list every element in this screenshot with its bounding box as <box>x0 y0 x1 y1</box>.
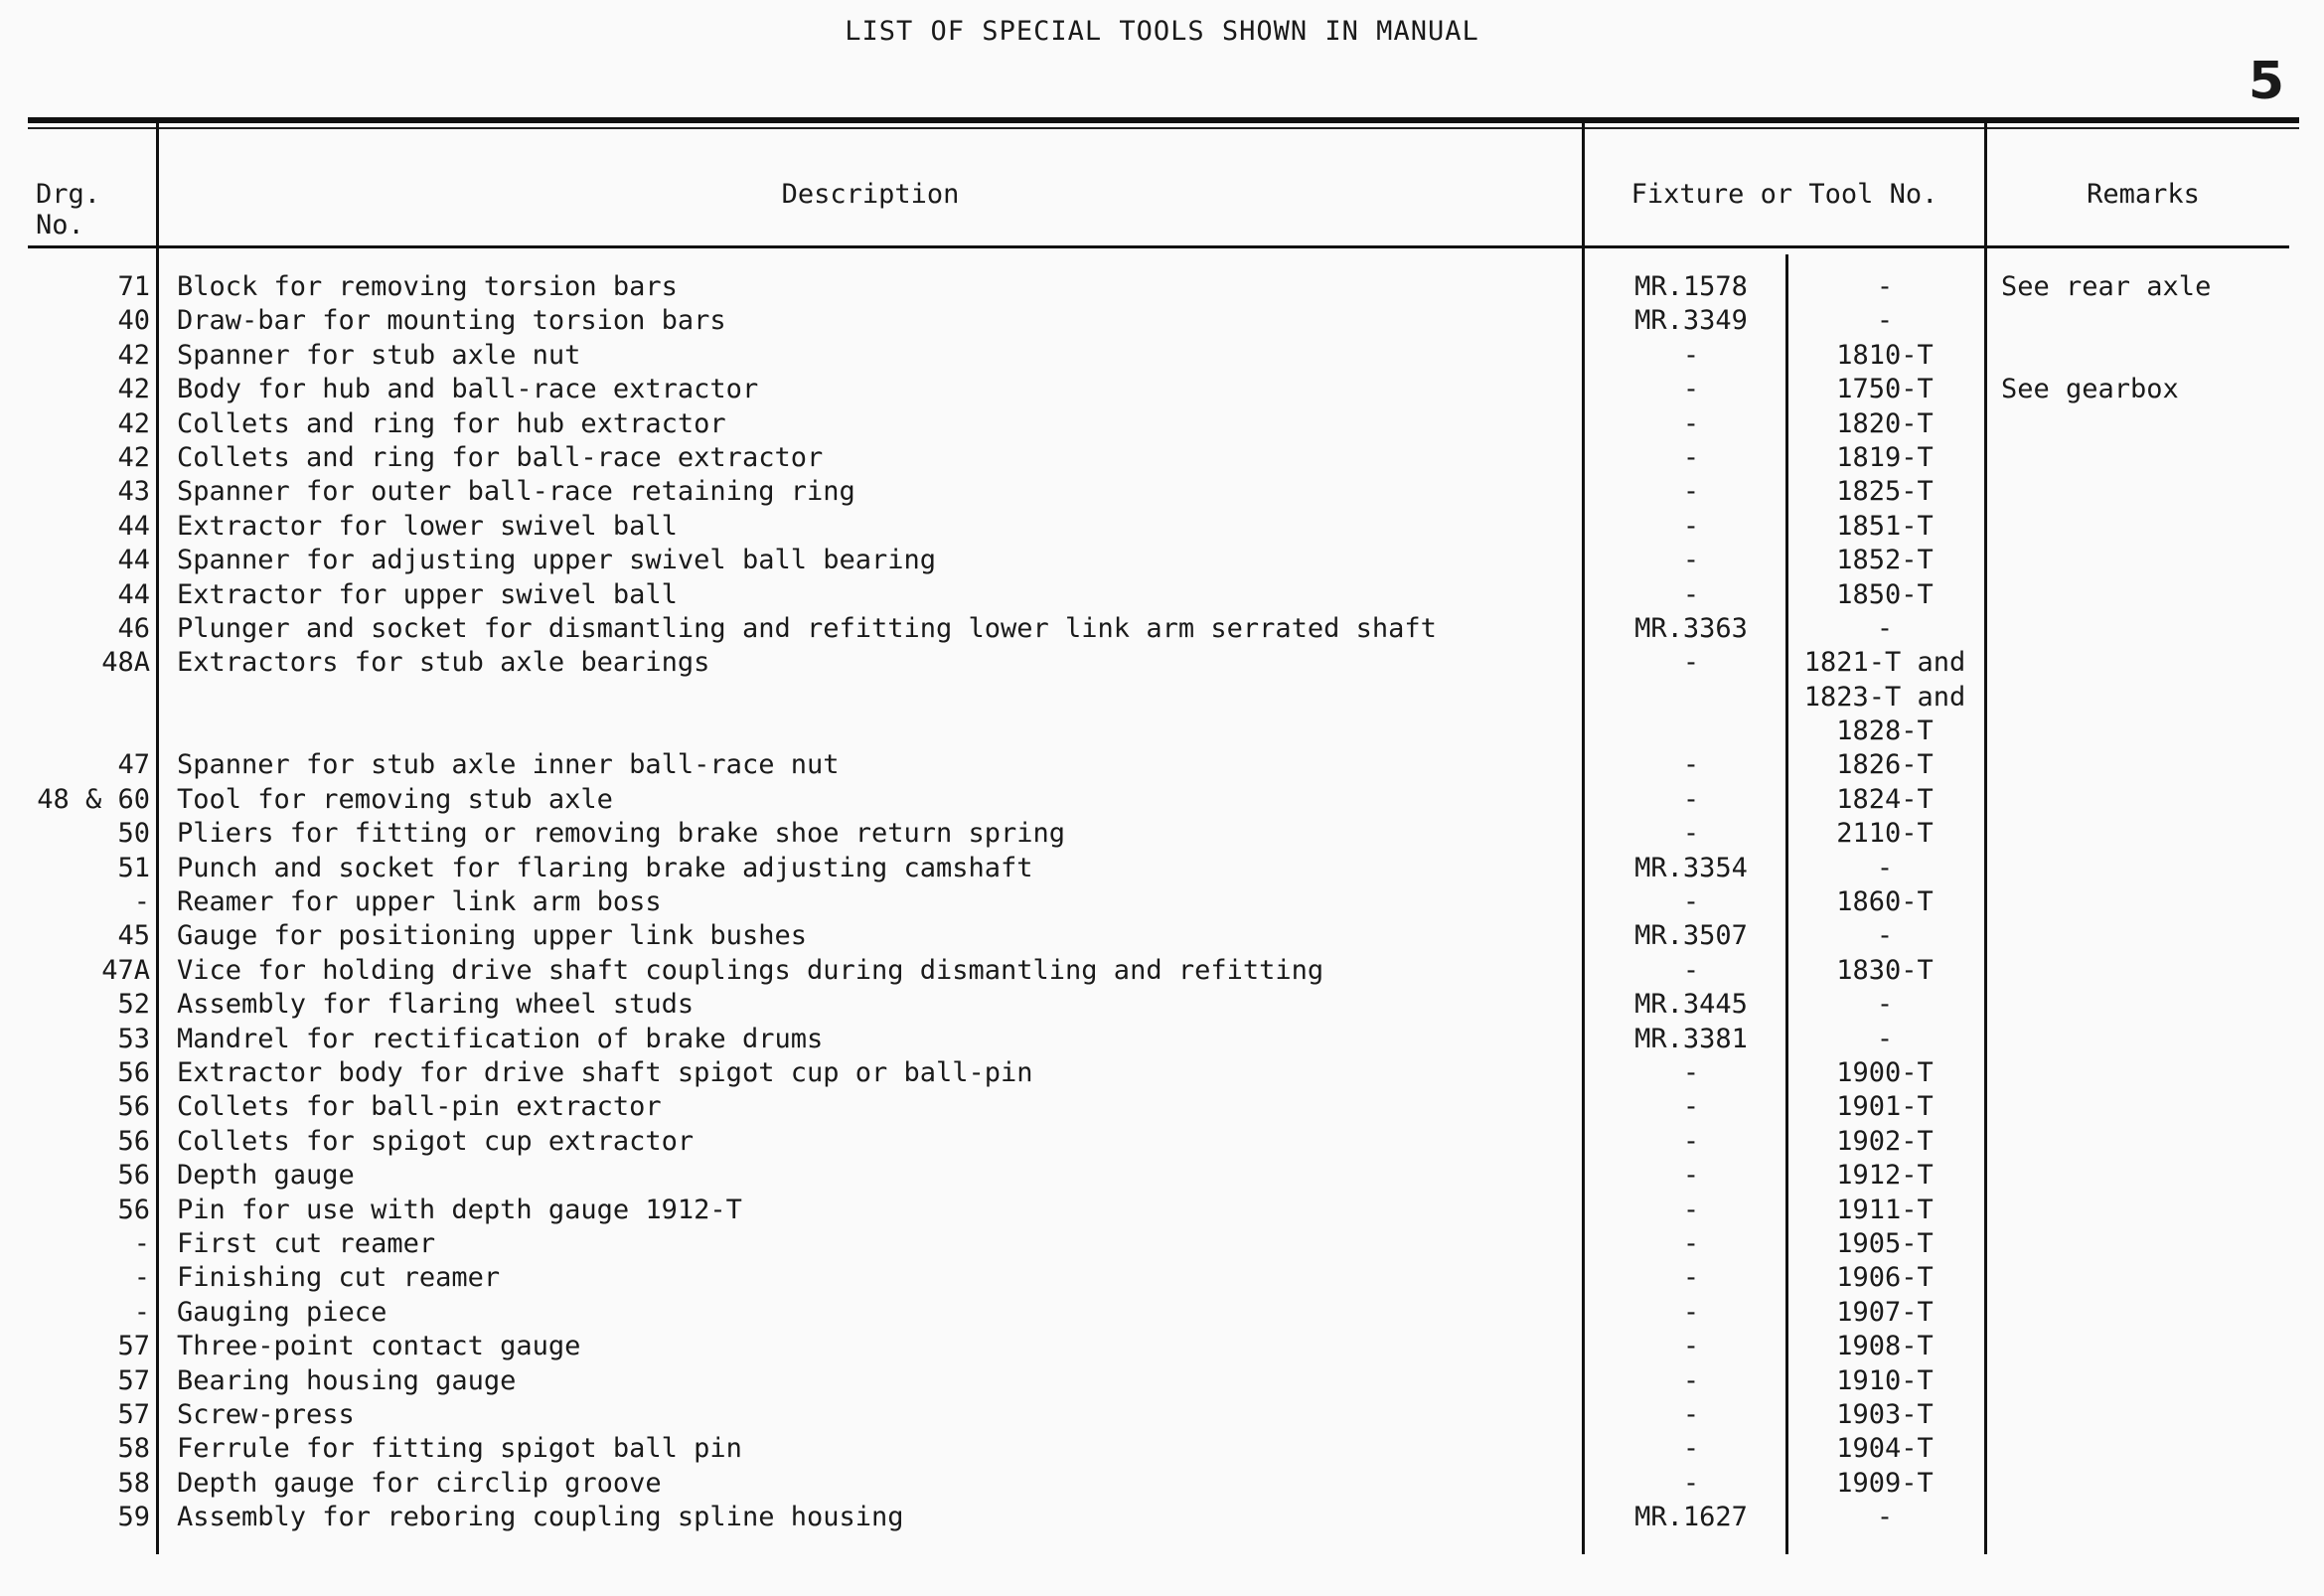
cell-tool-no: 1824-T <box>1836 783 1934 815</box>
cell-tool-no: 1909-T <box>1836 1467 1934 1499</box>
cell-drg-no: 42 <box>117 407 150 439</box>
header-description: Description <box>781 179 960 210</box>
cell-description: Extractor for upper swivel ball <box>177 578 678 610</box>
table-row <box>0 304 2324 338</box>
header-rule <box>28 245 2289 248</box>
cell-fixture-no: - <box>1682 545 1700 576</box>
cell-description: Bearing housing gauge <box>177 1364 517 1396</box>
cell-description: Finishing cut reamer <box>177 1262 501 1294</box>
table-row <box>0 1056 2324 1090</box>
cell-description: Punch and socket for flaring brake adjusting camshaft <box>177 852 1033 883</box>
cell-fixture-no: - <box>1682 954 1700 986</box>
table-row <box>0 988 2324 1022</box>
cell-description: Body for hub and ball-race extractor <box>177 374 759 405</box>
cell-fixture-no: - <box>1682 1296 1700 1328</box>
cell-description: Three-point contact gauge <box>177 1331 581 1362</box>
cell-remarks: See gearbox <box>2001 374 2179 405</box>
cell-drg-no: 50 <box>117 818 150 850</box>
cell-fixture-no: - <box>1682 886 1700 918</box>
cell-drg-no: 56 <box>117 1160 150 1192</box>
cell-tool-no: 1821-T and <box>1803 647 1966 679</box>
cell-drg-no: 71 <box>117 271 150 302</box>
cell-description: Extractor body for drive shaft spigot cup or ball-pin <box>177 1056 1033 1088</box>
cell-tool-no: 1900-T <box>1836 1056 1934 1088</box>
cell-description: Assembly for flaring wheel studs <box>177 989 695 1021</box>
cell-description: Collets and ring for ball-race extractor <box>177 441 824 473</box>
cell-fixture-no: - <box>1682 510 1700 542</box>
cell-description: Pliers for fitting or removing brake shoe return spring <box>177 818 1066 850</box>
cell-drg-no: 57 <box>117 1398 150 1430</box>
table-row <box>0 1159 2324 1193</box>
cell-drg-no: 45 <box>117 920 150 952</box>
cell-fixture-no: - <box>1682 783 1700 815</box>
cell-description: Spanner for stub axle inner ball-race nut <box>177 749 840 781</box>
cell-tool-no: 1911-T <box>1836 1194 1934 1225</box>
cell-drg-no: - <box>133 1262 150 1294</box>
cell-description: Collets for ball-pin extractor <box>177 1091 662 1123</box>
cell-fixture-no: MR.3507 <box>1634 920 1748 952</box>
cell-description: Depth gauge <box>177 1160 355 1192</box>
cell-tool-no: 1902-T <box>1836 1125 1934 1157</box>
cell-description: Collets and ring for hub extractor <box>177 407 726 439</box>
cell-description: Pin for use with depth gauge 1912-T <box>177 1194 742 1225</box>
cell-description: Tool for removing stub axle <box>177 783 613 815</box>
cell-fixture-no: MR.3363 <box>1634 612 1748 644</box>
table-row <box>0 1125 2324 1159</box>
cell-fixture-no: - <box>1682 1194 1700 1225</box>
cell-fixture-no: - <box>1682 749 1700 781</box>
cell-tool-no: - <box>1876 612 1894 644</box>
cell-fixture-no: MR.3381 <box>1634 1023 1748 1054</box>
table-row <box>0 441 2324 475</box>
cell-drg-no: 56 <box>117 1091 150 1123</box>
table-row <box>0 748 2324 782</box>
cell-drg-no: 59 <box>117 1502 150 1533</box>
table-row <box>0 407 2324 441</box>
cell-drg-no: 52 <box>117 989 150 1021</box>
cell-drg-no: 58 <box>117 1433 150 1465</box>
table-row <box>0 919 2324 953</box>
cell-description: Spanner for stub axle nut <box>177 339 581 371</box>
cell-tool-no: 1825-T <box>1836 476 1934 508</box>
cell-drg-no: 40 <box>117 305 150 337</box>
cell-tool-no: - <box>1876 271 1894 302</box>
table-row <box>0 1501 2324 1534</box>
cell-tool-no: 1908-T <box>1836 1331 1934 1362</box>
cell-description: Vice for holding drive shaft couplings during dismantling and refitting <box>177 954 1324 986</box>
cell-drg-no: 44 <box>117 578 150 610</box>
cell-fixture-no: - <box>1682 476 1700 508</box>
cell-fixture-no: - <box>1682 1091 1700 1123</box>
cell-drg-no: 56 <box>117 1194 150 1225</box>
table-row <box>0 1261 2324 1295</box>
cell-fixture-no: - <box>1682 1398 1700 1430</box>
cell-fixture-no: - <box>1682 1227 1700 1259</box>
cell-tool-no: 1810-T <box>1836 339 1934 371</box>
cell-fixture-no: - <box>1682 374 1700 405</box>
header-fixture-tool-no: Fixture or Tool No. <box>1630 179 1938 210</box>
cell-drg-no: 42 <box>117 339 150 371</box>
cell-description: Plunger and socket for dismantling and refitting lower link arm serrated shaft <box>177 612 1437 644</box>
cell-description: Mandrel for rectification of brake drums <box>177 1023 824 1054</box>
cell-tool-no: 1851-T <box>1836 510 1934 542</box>
table-row <box>0 1296 2324 1330</box>
cell-drg-no: 51 <box>117 852 150 883</box>
cell-description: Depth gauge for circlip groove <box>177 1467 662 1499</box>
cell-tool-no: - <box>1876 920 1894 952</box>
cell-drg-no: 56 <box>117 1125 150 1157</box>
cell-fixture-no: - <box>1682 1331 1700 1362</box>
table-row <box>0 510 2324 544</box>
cell-tool-no: - <box>1876 1023 1894 1054</box>
cell-tool-no: 1860-T <box>1836 886 1934 918</box>
cell-drg-no: - <box>133 1296 150 1328</box>
top-rule <box>28 117 2299 123</box>
cell-drg-no: 44 <box>117 545 150 576</box>
cell-tool-no: 1852-T <box>1836 545 1934 576</box>
cell-tool-no: 1910-T <box>1836 1364 1934 1396</box>
cell-tool-no: 1904-T <box>1836 1433 1934 1465</box>
table-row <box>0 1330 2324 1363</box>
cell-tool-no: 1828-T <box>1836 716 1934 747</box>
table-row <box>0 475 2324 509</box>
cell-description: Screw-press <box>177 1398 355 1430</box>
cell-tool-no: 2110-T <box>1836 818 1934 850</box>
cell-remarks: See rear axle <box>2001 271 2212 302</box>
cell-fixture-no: - <box>1682 1467 1700 1499</box>
cell-fixture-no: MR.1627 <box>1634 1502 1748 1533</box>
top-rule-secondary <box>28 127 2299 129</box>
cell-fixture-no: - <box>1682 1125 1700 1157</box>
table-row <box>0 544 2324 577</box>
cell-tool-no: 1820-T <box>1836 407 1934 439</box>
cell-fixture-no: - <box>1682 1364 1700 1396</box>
cell-tool-no: - <box>1876 305 1894 337</box>
cell-drg-no: 58 <box>117 1467 150 1499</box>
table-row <box>0 1023 2324 1056</box>
cell-fixture-no: - <box>1682 441 1700 473</box>
cell-drg-no: 53 <box>117 1023 150 1054</box>
table-row <box>0 852 2324 885</box>
cell-fixture-no: - <box>1682 1160 1700 1192</box>
table-row <box>0 681 2324 715</box>
cell-tool-no: - <box>1876 852 1894 883</box>
table-row <box>0 339 2324 373</box>
cell-tool-no: 1850-T <box>1836 578 1934 610</box>
cell-tool-no: 1750-T <box>1836 374 1934 405</box>
cell-fixture-no: - <box>1682 1056 1700 1088</box>
table-row <box>0 715 2324 748</box>
cell-tool-no: - <box>1876 989 1894 1021</box>
cell-drg-no: 43 <box>117 476 150 508</box>
cell-fixture-no: MR.3354 <box>1634 852 1748 883</box>
header-drg-no: Drg. No. <box>36 179 101 240</box>
cell-description: Extractors for stub axle bearings <box>177 647 710 679</box>
cell-description: Gauge for positioning upper link bushes <box>177 920 807 952</box>
cell-description: Gauging piece <box>177 1296 387 1328</box>
table-row <box>0 1227 2324 1261</box>
cell-drg-no: 56 <box>117 1056 150 1088</box>
cell-description: Spanner for outer ball-race retaining ring <box>177 476 855 508</box>
cell-fixture-no: - <box>1682 647 1700 679</box>
cell-fixture-no: - <box>1682 339 1700 371</box>
cell-fixture-no: MR.1578 <box>1634 271 1748 302</box>
cell-fixture-no: - <box>1682 1433 1700 1465</box>
cell-description: Extractor for lower swivel ball <box>177 510 678 542</box>
table-row <box>0 1090 2324 1124</box>
table-row <box>0 1432 2324 1466</box>
table-row <box>0 783 2324 817</box>
cell-drg-no: 48 & 60 <box>37 783 150 815</box>
table-row <box>0 1467 2324 1501</box>
table-row <box>0 270 2324 304</box>
cell-tool-no: 1903-T <box>1836 1398 1934 1430</box>
cell-drg-no: 48A <box>101 647 150 679</box>
tools-table <box>0 270 2324 1534</box>
cell-description: Block for removing torsion bars <box>177 271 678 302</box>
table-row <box>0 885 2324 919</box>
cell-drg-no: - <box>133 886 150 918</box>
page-title: LIST OF SPECIAL TOOLS SHOWN IN MANUAL <box>845 16 1479 47</box>
table-row <box>0 578 2324 612</box>
cell-tool-no: 1823-T and <box>1803 681 1966 713</box>
table-row <box>0 1194 2324 1227</box>
cell-tool-no: 1826-T <box>1836 749 1934 781</box>
table-row <box>0 954 2324 988</box>
cell-drg-no: 44 <box>117 510 150 542</box>
cell-description: Collets for spigot cup extractor <box>177 1125 695 1157</box>
cell-description: Draw-bar for mounting torsion bars <box>177 305 726 337</box>
table-row <box>0 612 2324 646</box>
cell-drg-no: 42 <box>117 441 150 473</box>
table-row <box>0 373 2324 406</box>
cell-tool-no: 1906-T <box>1836 1262 1934 1294</box>
cell-fixture-no: - <box>1682 818 1700 850</box>
cell-description: Reamer for upper link arm boss <box>177 886 662 918</box>
cell-tool-no: 1901-T <box>1836 1091 1934 1123</box>
cell-drg-no: 47A <box>101 954 150 986</box>
cell-description: Assembly for reboring coupling spline housing <box>177 1502 904 1533</box>
cell-fixture-no: MR.3445 <box>1634 989 1748 1021</box>
header-remarks: Remarks <box>2087 179 2200 210</box>
table-row <box>0 1398 2324 1432</box>
table-row <box>0 646 2324 680</box>
page-number: 5 <box>2247 52 2284 111</box>
cell-fixture-no: - <box>1682 1262 1700 1294</box>
cell-fixture-no: - <box>1682 578 1700 610</box>
cell-drg-no: 46 <box>117 612 150 644</box>
cell-description: First cut reamer <box>177 1227 436 1259</box>
cell-tool-no: 1830-T <box>1836 954 1934 986</box>
cell-drg-no: 57 <box>117 1364 150 1396</box>
cell-drg-no: - <box>133 1227 150 1259</box>
cell-description: Ferrule for fitting spigot ball pin <box>177 1433 742 1465</box>
cell-fixture-no: MR.3349 <box>1634 305 1748 337</box>
cell-drg-no: 57 <box>117 1331 150 1362</box>
cell-tool-no: 1819-T <box>1836 441 1934 473</box>
cell-tool-no: - <box>1876 1502 1894 1533</box>
cell-tool-no: 1912-T <box>1836 1160 1934 1192</box>
cell-description: Spanner for adjusting upper swivel ball bearing <box>177 545 937 576</box>
cell-drg-no: 42 <box>117 374 150 405</box>
cell-drg-no: 47 <box>117 749 150 781</box>
cell-fixture-no: - <box>1682 407 1700 439</box>
cell-tool-no: 1907-T <box>1836 1296 1934 1328</box>
cell-tool-no: 1905-T <box>1836 1227 1934 1259</box>
table-row <box>0 1364 2324 1398</box>
table-row <box>0 817 2324 851</box>
